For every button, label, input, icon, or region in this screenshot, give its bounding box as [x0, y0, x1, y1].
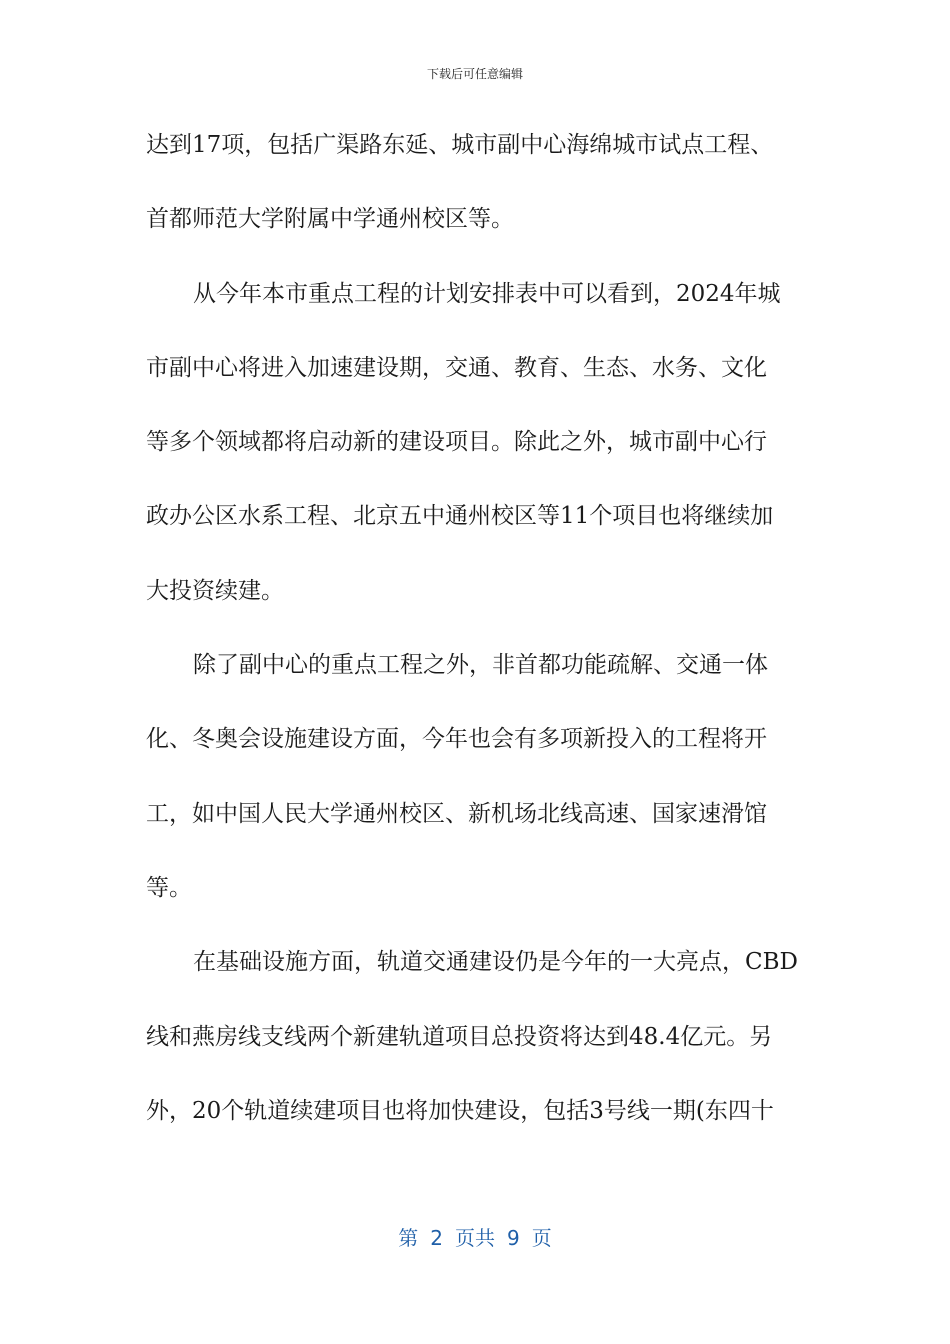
text-line: 工，如中国人民大学通州校区、新机场北线高速、国家速滑馆	[146, 800, 767, 827]
document-body	[146, 121, 806, 1161]
text-line: 政办公区水系工程、北京五中通州校区等11个项目也将继续加	[146, 503, 774, 530]
text-line: 等多个领域都将启动新的建设项目。除此之外，城市副中心行	[146, 429, 767, 456]
text-line: 等。	[146, 874, 192, 901]
text-line: 外，20个轨道续建项目也将加快建设，包括3号线一期(东四十	[146, 1097, 774, 1124]
text-line: 大投资续建。	[146, 577, 284, 604]
text-line: 达到17项，包括广渠路东延、城市副中心海绵城市试点工程、	[146, 132, 774, 158]
text-line: 化、冬奥会设施建设方面，今年也会有多项新投入的工程将开	[146, 726, 767, 753]
page-footer	[0, 1224, 950, 1252]
text-line: 线和燕房线支线两个新建轨道项目总投资将达到48.4亿元。另	[146, 1023, 773, 1050]
current-page-number: 2	[430, 1226, 443, 1250]
page-header-note: 下载后可任意编辑	[426, 67, 523, 81]
total-page-number: 9	[507, 1226, 520, 1250]
footer-middle: 页共	[455, 1226, 495, 1250]
footer-suffix: 页	[531, 1226, 552, 1250]
text-line: 在基础设施方面，轨道交通建设仍是今年的一大亮点，CBD	[193, 949, 798, 976]
text-line: 从今年本市重点工程的计划安排表中可以看到，2024年城	[193, 280, 781, 307]
footer-prefix: 第	[398, 1226, 419, 1250]
text-line: 市副中心将进入加速建设期，交通、教育、生态、水务、文化	[146, 354, 767, 381]
text-line: 首都师范大学附属中学通州校区等。	[146, 206, 514, 233]
text-line: 除了副中心的重点工程之外，非首都功能疏解、交通一体	[193, 652, 768, 679]
